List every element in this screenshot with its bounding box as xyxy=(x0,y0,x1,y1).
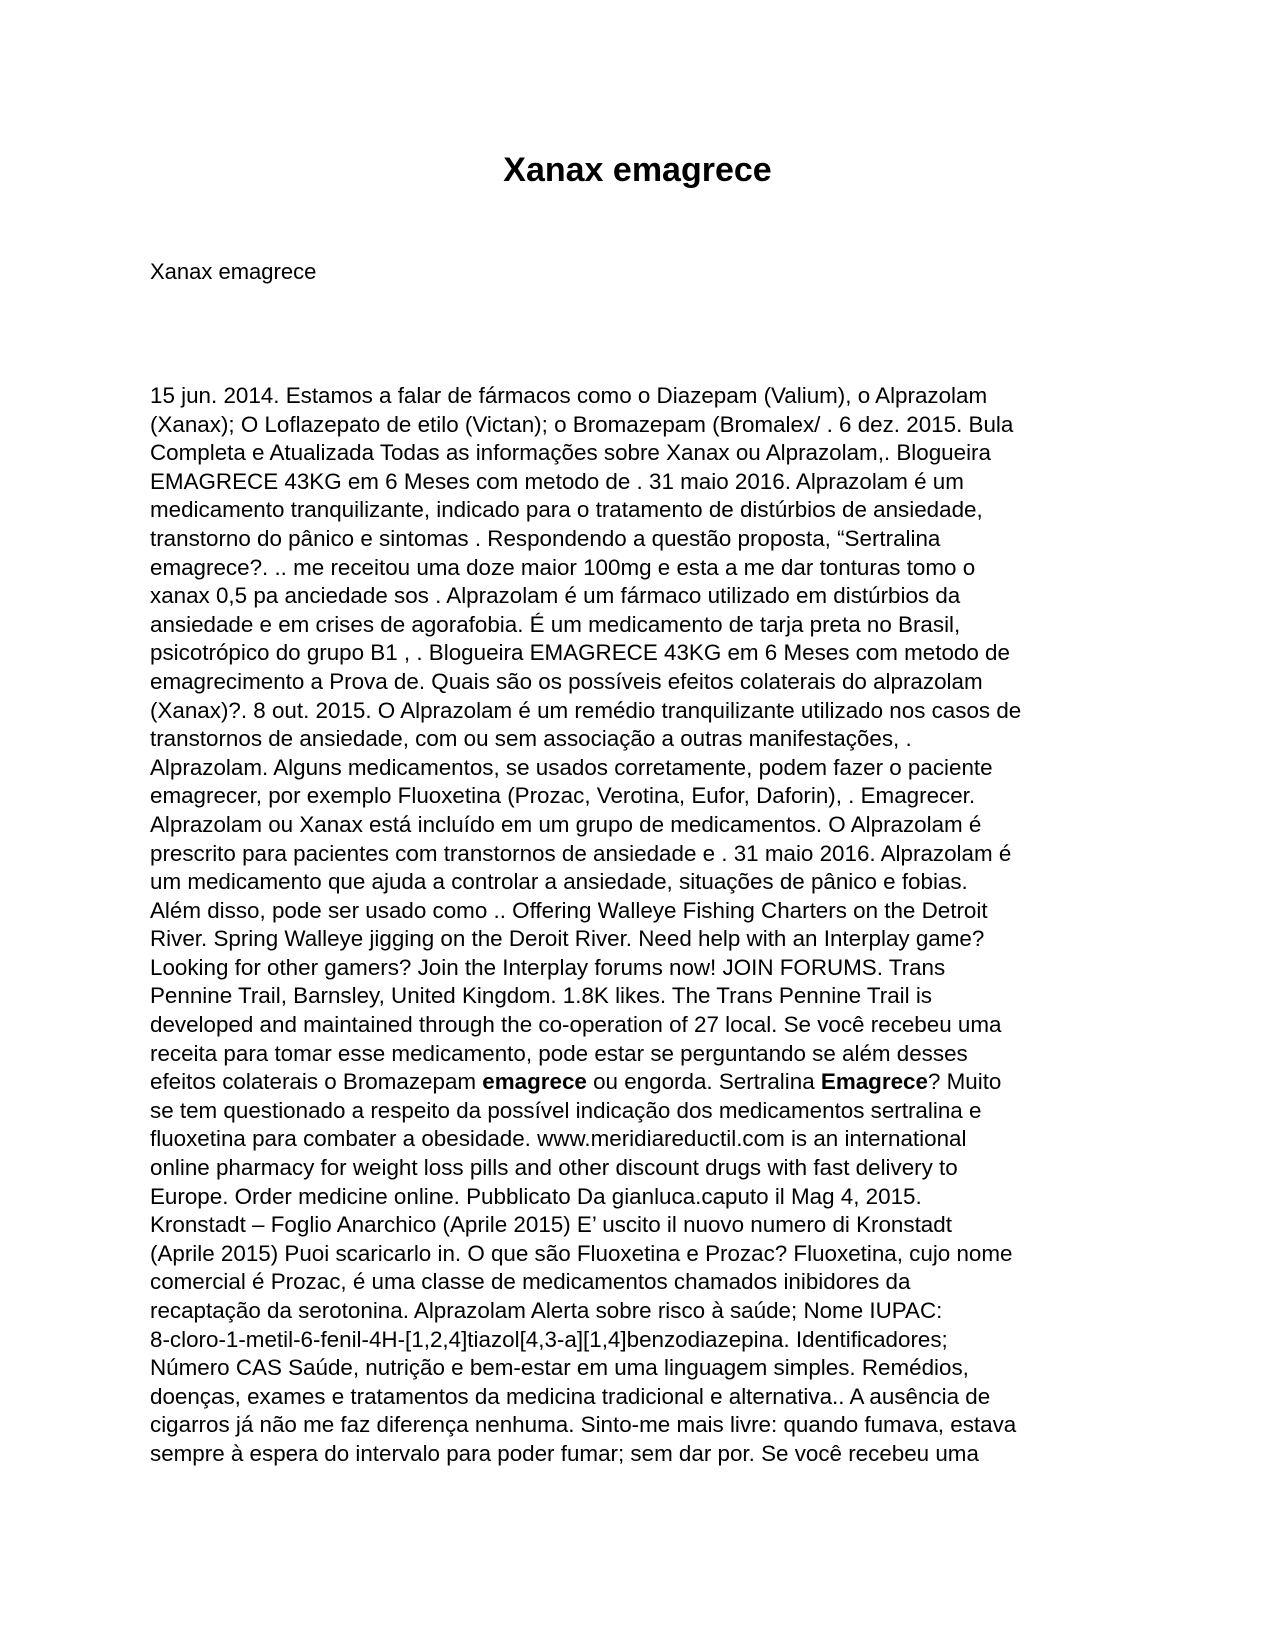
body-text-line xyxy=(150,1354,1140,1383)
bold-keyword: emagrece xyxy=(482,1069,587,1095)
text-segment: prescrito para pacientes com transtornos de ansiedade e . 31 maio 2016. Alprazolam é xyxy=(150,840,1012,866)
body-text-line xyxy=(150,639,1140,668)
body-text-line xyxy=(150,468,1140,497)
body-text-line xyxy=(150,554,1140,583)
text-segment: 15 jun. 2014. Estamos a falar de fármacos como o Diazepam (Valium), o Alprazolam xyxy=(150,383,988,408)
body-text-line xyxy=(150,954,1140,983)
body-text-line xyxy=(150,611,1140,640)
text-segment: se tem questionado a respeito da possível indicação dos medicamentos sertralina e xyxy=(150,1097,982,1123)
body-text-line xyxy=(150,582,1140,611)
text-segment: Kronstadt – Foglio Anarchico (Aprile 2015) E’ uscito il nuovo numero di Kronstadt xyxy=(150,1212,952,1238)
document-subtitle: Xanax emagrece xyxy=(150,259,317,284)
body-text-line xyxy=(150,1411,1140,1440)
text-segment: fluoxetina para combater a obesidade. www.meridiareductil.com is an international xyxy=(150,1126,967,1152)
body-text-line xyxy=(150,725,1140,754)
text-segment: Completa e Atualizada Todas as informações sobre Xanax ou Alprazolam,. Blogueira xyxy=(150,440,991,466)
body-text-line xyxy=(150,1211,1140,1240)
body-text-line xyxy=(150,1183,1140,1212)
body-text-line xyxy=(150,782,1140,811)
body-text-line xyxy=(150,1268,1140,1297)
document-title: Xanax emagrece xyxy=(503,151,772,189)
text-segment: psicotrópico do grupo B1 , . Blogueira EMAGRECE 43KG em 6 Meses com metodo de xyxy=(150,640,1010,666)
text-segment: (Aprile 2015) Puoi scaricarlo in. O que são Fluoxetina e Prozac? Fluoxetina, cujo nome xyxy=(150,1240,1013,1266)
body-text-line xyxy=(150,668,1140,697)
text-segment: ansiedade e em crises de agorafobia. É um medicamento de tarja preta no Brasil, xyxy=(150,611,961,637)
text-segment: Looking for other gamers? Join the Interplay forums now! JOIN FORUMS. Trans xyxy=(150,954,946,980)
text-segment: EMAGRECE 43KG em 6 Meses com metodo de . 31 maio 2016. Alprazolam é um xyxy=(150,468,964,494)
body-text-line xyxy=(150,1440,1140,1469)
text-segment: ? Muito xyxy=(927,1069,1002,1095)
text-segment: Alprazolam ou Xanax está incluído em um grupo de medicamentos. O Alprazolam é xyxy=(150,811,982,837)
body-text-line xyxy=(150,382,1140,411)
text-segment: comercial é Prozac, é uma classe de medicamentos chamados inibidores da xyxy=(150,1269,911,1295)
text-segment: efeitos colaterais o Bromazepam xyxy=(150,1069,483,1095)
text-segment: emagrecimento a Prova de. Quais são os possíveis efeitos colaterais do alprazolam xyxy=(150,668,983,694)
body-text-line xyxy=(150,1383,1140,1412)
body-text-line xyxy=(150,1040,1140,1069)
text-segment: transtornos de ansiedade, com ou sem associação a outras manifestações, . xyxy=(150,726,912,752)
body-text-line xyxy=(150,525,1140,554)
body-text-line xyxy=(150,1011,1140,1040)
body-text-line xyxy=(150,868,1140,897)
body-text-line xyxy=(150,697,1140,726)
body-text-line xyxy=(150,1097,1140,1126)
body-text-line xyxy=(150,439,1140,468)
body-text-line xyxy=(150,754,1140,783)
text-segment: receita para tomar esse medicamento, pode estar se perguntando se além desses xyxy=(150,1040,968,1066)
body-text-line xyxy=(150,1326,1140,1355)
body-text-line xyxy=(150,925,1140,954)
body-text-line xyxy=(150,411,1140,440)
body-text-line xyxy=(150,496,1140,525)
document-body xyxy=(150,382,1140,1469)
text-segment: Número CAS Saúde, nutrição e bem-estar em uma linguagem simples. Remédios, xyxy=(150,1355,969,1381)
text-segment: online pharmacy for weight loss pills and other discount drugs with fast delivery to xyxy=(150,1155,958,1181)
text-segment: emagrece?. .. me receitou uma doze maior 100mg e esta a me dar tonturas tomo o xyxy=(150,554,976,580)
body-text-line xyxy=(150,1240,1140,1269)
text-segment: cigarros já não me faz diferença nenhuma. Sinto-me mais livre: quando fumava, estava xyxy=(150,1412,1017,1438)
text-segment: doenças, exames e tratamentos da medicina tradicional e alternativa.. A ausência de xyxy=(150,1383,991,1409)
text-segment: developed and maintained through the co-operation of 27 local. Se você recebeu uma xyxy=(150,1012,1002,1038)
body-text-line xyxy=(150,1154,1140,1183)
body-text-line xyxy=(150,1125,1140,1154)
body-text-line xyxy=(150,897,1140,926)
text-segment: emagrecer, por exemplo Fluoxetina (Prozac, Verotina, Eufor, Daforin), . Emagrecer. xyxy=(150,783,976,809)
text-segment: Além disso, pode ser usado como .. Offering Walleye Fishing Charters on the Detroit xyxy=(150,897,988,923)
text-segment: transtorno do pânico e sintomas . Respondendo a questão proposta, “Sertralina xyxy=(150,525,941,551)
text-segment: recaptação da serotonina. Alprazolam Alerta sobre risco à saúde; Nome IUPAC: xyxy=(150,1298,943,1323)
text-segment: ou engorda. Sertralina xyxy=(586,1069,821,1095)
text-segment: 8-cloro-1-metil-6-fenil-4H-[1,2,4]tiazol[4,3-a][1,4]benzodiazepina. Identificadores; xyxy=(150,1326,948,1352)
text-segment: Europe. Order medicine online. Pubblicato Da gianluca.caputo il Mag 4, 2015. xyxy=(150,1183,922,1209)
body-text-line xyxy=(150,982,1140,1011)
body-text-line xyxy=(150,1068,1140,1097)
text-segment: (Xanax)?. 8 out. 2015. O Alprazolam é um remédio tranquilizante utilizado nos casos de xyxy=(150,697,1022,723)
bold-keyword: Emagrece xyxy=(820,1069,928,1095)
text-segment: River. Spring Walleye jigging on the Deroit River. Need help with an Interplay game? xyxy=(150,926,985,952)
body-text-line xyxy=(150,811,1140,840)
text-segment: um medicamento que ajuda a controlar a ansiedade, situações de pânico e fobias. xyxy=(150,869,968,895)
text-segment: sempre à espera do intervalo para poder fumar; sem dar por. Se você recebeu uma xyxy=(150,1440,979,1466)
text-segment: medicamento tranquilizante, indicado para o tratamento de distúrbios de ansiedade, xyxy=(150,497,983,523)
body-text-line xyxy=(150,840,1140,869)
text-segment: xanax 0,5 pa anciedade sos . Alprazolam é um fármaco utilizado em distúrbios da xyxy=(150,583,961,609)
text-segment: Alprazolam. Alguns medicamentos, se usados corretamente, podem fazer o paciente xyxy=(150,754,993,780)
body-text-line xyxy=(150,1297,1140,1326)
text-segment: Pennine Trail, Barnsley, United Kingdom. 1.8K likes. The Trans Pennine Trail is xyxy=(150,983,932,1009)
text-segment: (Xanax); O Loflazepato de etilo (Victan); o Bromazepam (Bromalex/ . 6 dez. 2015. Bula xyxy=(150,411,1014,437)
